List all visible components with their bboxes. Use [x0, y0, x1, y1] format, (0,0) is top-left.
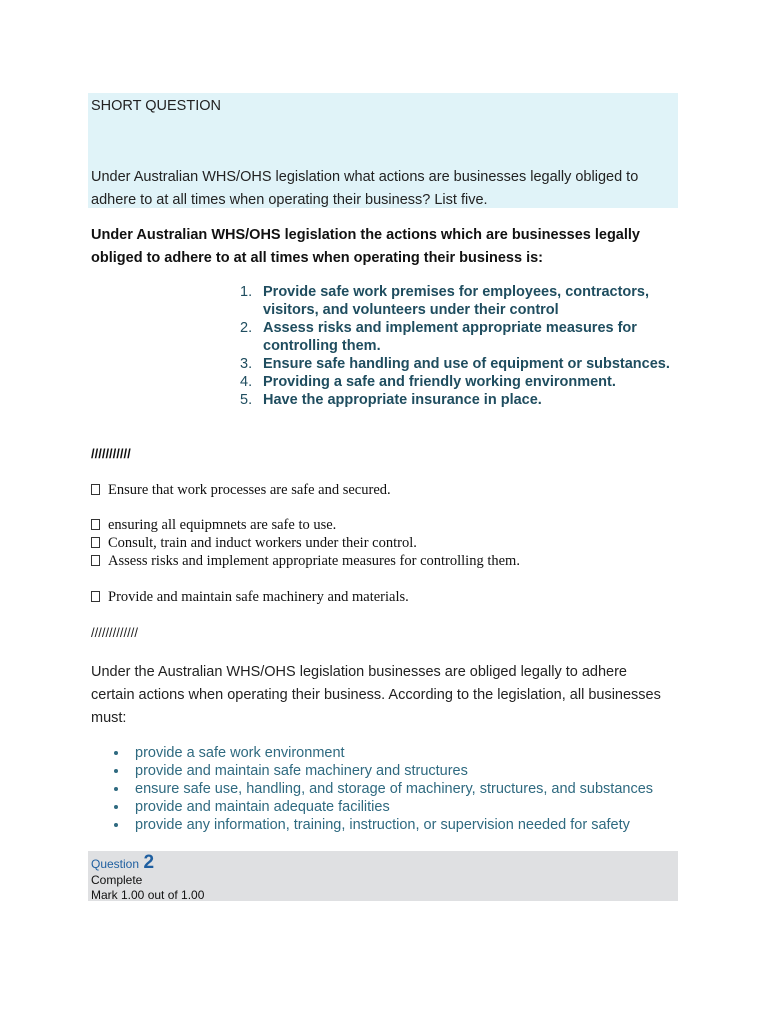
list-item: Assess risks and implement appropriate measures for controlling them. [91, 552, 520, 570]
checklist-group [91, 516, 520, 570]
checklist-group [91, 588, 409, 606]
bullet-list [112, 744, 712, 834]
list-item: provide any information, training, instruction, or supervision needed for safety [112, 816, 712, 834]
answer-heading: Under Australian WHS/OHS legislation the actions which are businesses legally obliged to adhere to at all times when operating their business is: [91, 227, 640, 266]
list-item: 2. Assess risks and implement appropriate measures for controlling them. [240, 320, 637, 354]
checkbox-glyph-icon [91, 519, 100, 530]
body-paragraph: Under the Australian WHS/OHS legislation businesses are obliged legally to adhere certain actions when operating their business. According to the legislation, all businesses must: [91, 664, 661, 726]
bullet-dot-icon [114, 805, 118, 809]
list-item: provide and maintain safe machinery and structures [112, 762, 712, 780]
list-item: 1. Provide safe work premises for employees, contractors, visitors, and volunteers under their control [240, 284, 650, 318]
bullet-dot-icon [114, 769, 118, 773]
list-item: provide and maintain adequate facilities [112, 798, 712, 816]
list-item: 5. Have the appropriate insurance in place. [240, 392, 542, 408]
checkbox-glyph-icon [91, 591, 100, 602]
list-item: Provide and maintain safe machinery and materials. [91, 588, 409, 606]
question-state: Complete [91, 873, 143, 887]
checkbox-glyph-icon [91, 484, 100, 495]
checkbox-glyph-icon [91, 555, 100, 566]
list-item: 4. Providing a safe and friendly working environment. [240, 374, 616, 390]
checklist-group [91, 481, 391, 499]
list-item: Ensure that work processes are safe and secured. [91, 481, 391, 499]
list-item: ensuring all equipmnets are safe to use. [91, 516, 520, 534]
question-info-box [88, 851, 678, 901]
list-item: provide a safe work environment [112, 744, 712, 762]
question-mark: Mark 1.00 out of 1.00 [91, 888, 205, 902]
answer-ordered-list [234, 283, 684, 409]
bullet-dot-icon [114, 787, 118, 791]
question-text: Under Australian WHS/OHS legislation what actions are businesses legally obliged to adhere to at all times when operating their business? List five. [91, 169, 639, 208]
question-type: SHORT QUESTION [91, 98, 221, 114]
bullet-dot-icon [114, 823, 118, 827]
list-item: 3. Ensure safe handling and use of equipment or substances. [240, 356, 670, 372]
separator-line: /////////// [91, 446, 131, 461]
question-text-box [88, 93, 678, 208]
checkbox-glyph-icon [91, 537, 100, 548]
bullet-dot-icon [114, 751, 118, 755]
question-number-label: Question 2 [91, 852, 155, 873]
separator-line: ///////////// [91, 625, 138, 640]
list-item: ensure safe use, handling, and storage of machinery, structures, and substances [112, 780, 712, 798]
list-item: Consult, train and induct workers under their control. [91, 534, 520, 552]
question-number: 2 [143, 852, 155, 873]
